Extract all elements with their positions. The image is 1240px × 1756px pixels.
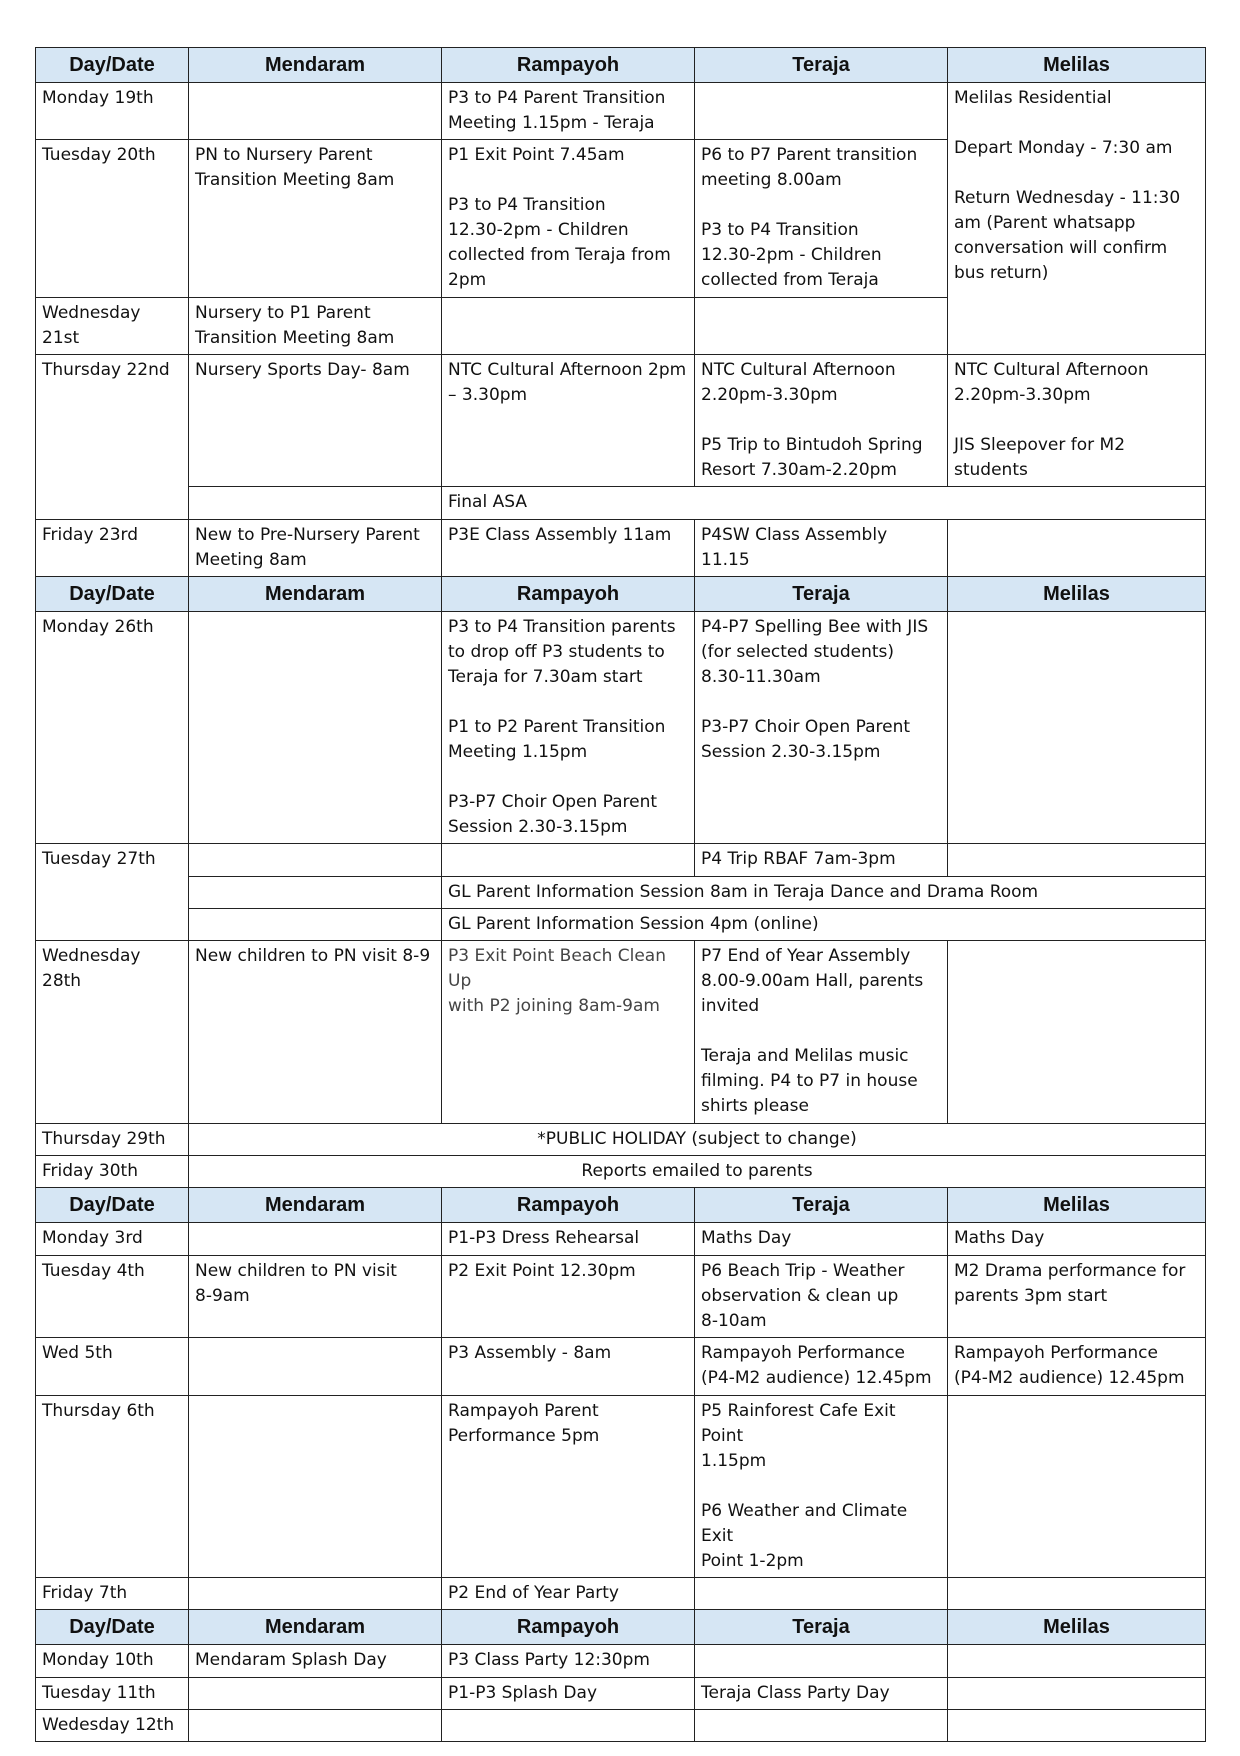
cell-text: Session 2.30-3.15pm: [448, 817, 628, 837]
cell-text: [954, 1581, 1199, 1606]
table-cell: [189, 1396, 442, 1578]
table-cell: [948, 520, 1206, 577]
cell-text: Thursday 22nd: [42, 360, 170, 380]
column-header-mendaram: Mendaram: [189, 48, 442, 83]
table-cell: [36, 355, 189, 520]
cell-text: meeting 8.00am: [701, 170, 842, 190]
cell-text: P2 Exit Point 12.30pm: [448, 1261, 636, 1281]
table-cell: [442, 1223, 695, 1256]
cell-text: [195, 490, 435, 515]
cell-text: 2pm: [448, 270, 487, 290]
table-cell: [948, 1645, 1206, 1678]
cell-text: shirts please: [701, 1096, 809, 1116]
cell-text: P1-P3 Splash Day: [448, 1683, 597, 1703]
cell-text: [448, 168, 688, 193]
cell-text: bus return): [954, 263, 1049, 283]
cell-text: (P4-M2 audience) 12.45pm: [701, 1368, 932, 1388]
cell-text: [954, 1681, 1199, 1706]
cell-text: Nursery Sports Day- 8am: [195, 360, 410, 380]
cell-text: [701, 301, 941, 326]
column-header-day-date: Day/Date: [36, 1610, 189, 1645]
cell-text: [954, 408, 1199, 433]
cell-text: [195, 1399, 435, 1424]
table-cell: [442, 941, 695, 1124]
table-row: [36, 1124, 1206, 1156]
cell-text: Thursday 29th: [42, 1129, 166, 1149]
cell-text: New children to PN visit 8-9: [195, 946, 431, 966]
cell-text: 8.30-11.30am: [701, 667, 821, 687]
table-cell: [442, 1396, 695, 1578]
table-cell: [442, 909, 1206, 941]
table-cell: [948, 1396, 1206, 1578]
table-cell: [695, 1396, 948, 1578]
column-header-melilas: Melilas: [948, 48, 1206, 83]
table-cell: [948, 612, 1206, 844]
table-cell: [189, 1645, 442, 1678]
table-cell: [189, 1710, 442, 1742]
table-cell: [189, 1124, 1206, 1156]
cell-text: 8.00-9.00am Hall, parents: [701, 971, 924, 991]
cell-text: P3 Exit Point Beach Clean Up: [448, 946, 666, 991]
table-cell: [36, 1124, 189, 1156]
cell-text: [954, 615, 1199, 640]
column-header-teraja: Teraja: [695, 577, 948, 612]
column-header-day-date: Day/Date: [36, 48, 189, 83]
table-row: [36, 1710, 1206, 1742]
table-cell: [695, 941, 948, 1124]
table-row: [36, 1156, 1206, 1188]
table-cell: [36, 1678, 189, 1710]
table-cell: [189, 1578, 442, 1610]
table-row: [36, 520, 1206, 577]
table-cell: [36, 1338, 189, 1396]
cell-text: collected from Teraja: [701, 270, 879, 290]
cell-text: P3 to P4 Transition: [701, 220, 859, 240]
cell-text: P1 Exit Point 7.45am: [448, 145, 625, 165]
cell-text: NTC Cultural Afternoon 2pm: [448, 360, 687, 380]
cell-text: Final ASA: [448, 492, 527, 512]
cell-text: PN to Nursery Parent: [195, 145, 373, 165]
cell-text: [448, 1713, 688, 1738]
cell-text: M2 Drama performance for: [954, 1261, 1186, 1281]
cell-text: P4SW Class Assembly 11.15: [701, 525, 888, 570]
table-row: [36, 1256, 1206, 1338]
table-cell: [36, 1396, 189, 1578]
cell-text: 12.30-2pm - Children: [448, 220, 629, 240]
cell-text: [701, 193, 941, 218]
cell-text: (for selected students): [701, 642, 895, 662]
column-header-mendaram: Mendaram: [189, 1188, 442, 1223]
schedule-body: [36, 48, 1206, 1742]
table-cell: [189, 941, 442, 1124]
cell-text: conversation will confirm: [954, 238, 1168, 258]
cell-text: (P4-M2 audience) 12.45pm: [954, 1368, 1185, 1388]
cell-text: Teraja Class Party Day: [701, 1683, 890, 1703]
cell-text: Friday 30th: [42, 1161, 138, 1181]
table-row: [36, 487, 1206, 520]
cell-text: [954, 944, 1199, 969]
table-cell: [36, 844, 189, 941]
table-cell: [189, 1223, 442, 1256]
cell-text: [195, 1226, 435, 1251]
cell-text: Monday 10th: [42, 1650, 154, 1670]
table-row: [36, 1396, 1206, 1578]
cell-text: Meeting 1.15pm: [448, 742, 588, 762]
table-row: [36, 909, 1206, 941]
table-cell: [189, 83, 442, 140]
cell-text: Monday 19th: [42, 88, 154, 108]
cell-text: [448, 765, 688, 790]
cell-text: [195, 86, 435, 111]
cell-text: P6 to P7 Parent transition: [701, 145, 918, 165]
table-cell: [442, 877, 1206, 909]
table-row: [36, 877, 1206, 909]
header-row: [36, 1188, 1206, 1223]
cell-text: – 3.30pm: [448, 385, 528, 405]
table-row: [36, 355, 1206, 487]
cell-text: NTC Cultural Afternoon: [954, 360, 1149, 380]
table-cell: [36, 140, 189, 298]
cell-text: P5 Rainforest Cafe Exit Point: [701, 1401, 896, 1446]
cell-text: Tuesday 27th: [42, 849, 156, 869]
cell-text: Wednesday 21st: [42, 303, 141, 348]
cell-text: [701, 1581, 941, 1606]
cell-text: [954, 523, 1199, 548]
column-header-day-date: Day/Date: [36, 577, 189, 612]
table-cell: [695, 140, 948, 298]
column-header-rampayoh: Rampayoh: [442, 48, 695, 83]
cell-text: [954, 1648, 1199, 1673]
cell-text: Teraja for 7.30am start: [448, 667, 643, 687]
cell-text: [195, 880, 435, 905]
table-cell: [36, 1256, 189, 1338]
cell-text: 2.20pm-3.30pm: [954, 385, 1091, 405]
column-header-teraja: Teraja: [695, 48, 948, 83]
cell-text: Session 2.30-3.15pm: [701, 742, 881, 762]
cell-text: Wed 5th: [42, 1343, 113, 1363]
table-cell: [948, 1338, 1206, 1396]
cell-text: [448, 301, 688, 326]
table-cell: [948, 844, 1206, 877]
table-row: [36, 941, 1206, 1124]
table-row: [36, 1338, 1206, 1396]
cell-text: Wedesday 12th: [42, 1715, 175, 1735]
cell-text: Tuesday 11th: [42, 1683, 156, 1703]
cell-text: Rampayoh Parent: [448, 1401, 599, 1421]
cell-text: Meeting 1.15pm - Teraja: [448, 113, 655, 133]
cell-text: P2 End of Year Party: [448, 1583, 619, 1603]
table-cell: [695, 1256, 948, 1338]
table-cell: [189, 298, 442, 355]
cell-text: Monday 3rd: [42, 1228, 143, 1248]
table-cell: [36, 612, 189, 844]
table-cell: [442, 1338, 695, 1396]
table-cell: [442, 844, 695, 877]
cell-text: parents 3pm start: [954, 1286, 1108, 1306]
column-header-melilas: Melilas: [948, 577, 1206, 612]
table-cell: [442, 1710, 695, 1742]
cell-text: Resort 7.30am-2.20pm: [701, 460, 897, 480]
cell-text: P3 to P4 Parent Transition: [448, 88, 666, 108]
cell-text: P3 to P4 Transition: [448, 195, 606, 215]
column-header-rampayoh: Rampayoh: [442, 1188, 695, 1223]
table-cell: [189, 487, 442, 520]
cell-text: P4-P7 Spelling Bee with JIS: [701, 617, 929, 637]
table-row: [36, 844, 1206, 877]
cell-text: [954, 161, 1199, 186]
table-cell: [36, 298, 189, 355]
table-cell: [36, 520, 189, 577]
cell-text: New children to PN visit: [195, 1261, 397, 1281]
cell-text: Mendaram Splash Day: [195, 1650, 387, 1670]
cell-text: [195, 1341, 435, 1366]
cell-text: Rampayoh Performance: [701, 1343, 905, 1363]
cell-text: collected from Teraja from: [448, 245, 671, 265]
cell-text: P3 Assembly - 8am: [448, 1343, 612, 1363]
cell-text: P1 to P2 Parent Transition: [448, 717, 666, 737]
table-cell: [189, 909, 442, 941]
cell-text: 2.20pm-3.30pm: [701, 385, 838, 405]
cell-text: P1-P3 Dress Rehearsal: [448, 1228, 640, 1248]
table-row: [36, 612, 1206, 844]
table-cell: [948, 1710, 1206, 1742]
cell-text: [701, 1019, 941, 1044]
table-cell: [189, 355, 442, 487]
table-cell: [948, 355, 1206, 487]
cell-text: Depart Monday - 7:30 am: [954, 138, 1173, 158]
cell-text: Rampayoh Performance: [954, 1343, 1158, 1363]
table-cell: [948, 83, 1206, 355]
cell-text: GL Parent Information Session 4pm (online): [448, 914, 819, 934]
cell-text: P6 Beach Trip - Weather: [701, 1261, 905, 1281]
cell-text: Friday 23rd: [42, 525, 139, 545]
table-row: [36, 1578, 1206, 1610]
cell-text: Tuesday 4th: [42, 1261, 145, 1281]
column-header-rampayoh: Rampayoh: [442, 577, 695, 612]
column-header-teraja: Teraja: [695, 1610, 948, 1645]
cell-text: 1.15pm: [701, 1451, 767, 1471]
cell-text: Point 1-2pm: [701, 1551, 804, 1571]
column-header-melilas: Melilas: [948, 1610, 1206, 1645]
table-cell: [695, 1645, 948, 1678]
table-cell: [948, 1678, 1206, 1710]
cell-text: [195, 1581, 435, 1606]
cell-text: P6 Weather and Climate Exit: [701, 1501, 908, 1546]
cell-text: [195, 1713, 435, 1738]
table-cell: [189, 1678, 442, 1710]
cell-text: [701, 1713, 941, 1738]
header-row: [36, 577, 1206, 612]
cell-text: Teraja and Melilas music: [701, 1046, 909, 1066]
table-cell: [695, 355, 948, 487]
cell-text: Meeting 8am: [195, 550, 307, 570]
table-cell: [695, 1338, 948, 1396]
table-cell: [442, 612, 695, 844]
cell-text: Reports emailed to parents: [581, 1161, 813, 1181]
cell-text: am (Parent whatsapp: [954, 213, 1136, 233]
table-cell: [948, 1578, 1206, 1610]
table-cell: [442, 355, 695, 487]
cell-text: [701, 690, 941, 715]
table-cell: [442, 83, 695, 140]
cell-text: [195, 1681, 435, 1706]
table-cell: [442, 298, 695, 355]
cell-text: Performance 5pm: [448, 1426, 600, 1446]
cell-text: JIS Sleepover for M2: [954, 435, 1126, 455]
cell-text: Tuesday 20th: [42, 145, 156, 165]
cell-text: P3 Class Party 12:30pm: [448, 1650, 650, 1670]
cell-text: Return Wednesday - 11:30: [954, 188, 1181, 208]
table-cell: [442, 140, 695, 298]
cell-text: to drop off P3 students to: [448, 642, 665, 662]
table-cell: [36, 1223, 189, 1256]
cell-text: Transition Meeting 8am: [195, 170, 395, 190]
cell-text: P7 End of Year Assembly: [701, 946, 911, 966]
cell-text: Maths Day: [954, 1228, 1045, 1248]
cell-text: 8-10am: [701, 1311, 767, 1331]
table-cell: [36, 941, 189, 1124]
schedule-table: [35, 47, 1206, 1742]
column-header-rampayoh: Rampayoh: [442, 1610, 695, 1645]
cell-text: *PUBLIC HOLIDAY (subject to change): [537, 1129, 857, 1149]
table-cell: [36, 83, 189, 140]
table-cell: [695, 520, 948, 577]
table-cell: [695, 1223, 948, 1256]
table-cell: [695, 1678, 948, 1710]
cell-text: 8-9am: [195, 1286, 250, 1306]
table-cell: [948, 1256, 1206, 1338]
table-cell: [695, 612, 948, 844]
table-cell: [189, 612, 442, 844]
table-row: [36, 1645, 1206, 1678]
table-cell: [442, 1645, 695, 1678]
cell-text: observation & clean up: [701, 1286, 899, 1306]
cell-text: New to Pre-Nursery Parent: [195, 525, 420, 545]
cell-text: [701, 1474, 941, 1499]
table-cell: [189, 1338, 442, 1396]
cell-text: GL Parent Information Session 8am in Teraja Dance and Drama Room: [448, 882, 1039, 902]
table-cell: [695, 83, 948, 140]
table-cell: [36, 1578, 189, 1610]
table-cell: [442, 1578, 695, 1610]
table-cell: [442, 1256, 695, 1338]
table-cell: [189, 140, 442, 298]
column-header-teraja: Teraja: [695, 1188, 948, 1223]
cell-text: filming. P4 to P7 in house: [701, 1071, 918, 1091]
cell-text: P3-P7 Choir Open Parent: [448, 792, 658, 812]
cell-text: invited: [701, 996, 760, 1016]
cell-text: students: [954, 460, 1028, 480]
cell-text: with P2 joining 8am-9am: [448, 996, 660, 1016]
cell-text: P5 Trip to Bintudoh Spring: [701, 435, 923, 455]
table-cell: [695, 298, 948, 355]
column-header-day-date: Day/Date: [36, 1188, 189, 1223]
cell-text: [448, 847, 688, 872]
cell-text: [954, 1399, 1199, 1424]
cell-text: P4 Trip RBAF 7am-3pm: [701, 849, 896, 869]
cell-text: Thursday 6th: [42, 1401, 155, 1421]
cell-text: Transition Meeting 8am: [195, 328, 395, 348]
cell-text: [701, 86, 941, 111]
cell-text: [701, 408, 941, 433]
table-cell: [442, 1678, 695, 1710]
table-cell: [36, 1156, 189, 1188]
cell-text: [448, 690, 688, 715]
table-cell: [695, 1578, 948, 1610]
cell-text: [195, 847, 435, 872]
header-row: [36, 48, 1206, 83]
cell-text: Monday 26th: [42, 617, 154, 637]
cell-text: [954, 847, 1199, 872]
header-row: [36, 1610, 1206, 1645]
table-cell: [442, 487, 1206, 520]
cell-text: [954, 1713, 1199, 1738]
column-header-mendaram: Mendaram: [189, 577, 442, 612]
table-cell: [189, 520, 442, 577]
cell-text: [195, 912, 435, 937]
table-cell: [695, 844, 948, 877]
cell-text: [701, 1648, 941, 1673]
cell-text: NTC Cultural Afternoon: [701, 360, 896, 380]
cell-text: P3-P7 Choir Open Parent: [701, 717, 911, 737]
column-header-melilas: Melilas: [948, 1188, 1206, 1223]
table-cell: [948, 941, 1206, 1124]
cell-text: Nursery to P1 Parent: [195, 303, 371, 323]
cell-text: [195, 615, 435, 640]
cell-text: Wednesday 28th: [42, 946, 141, 991]
table-cell: [189, 1256, 442, 1338]
cell-text: Maths Day: [701, 1228, 792, 1248]
table-cell: [189, 844, 442, 877]
table-row: [36, 1223, 1206, 1256]
table-row: [36, 1678, 1206, 1710]
cell-text: 12.30-2pm - Children: [701, 245, 882, 265]
table-cell: [36, 1710, 189, 1742]
table-cell: [948, 1223, 1206, 1256]
table-cell: [189, 1156, 1206, 1188]
cell-text: Melilas Residential: [954, 88, 1112, 108]
cell-text: [954, 111, 1199, 136]
table-row: [36, 83, 1206, 140]
table-cell: [695, 1710, 948, 1742]
cell-text: P3E Class Assembly 11am: [448, 525, 672, 545]
table-cell: [442, 520, 695, 577]
cell-text: Friday 7th: [42, 1583, 128, 1603]
table-cell: [189, 877, 442, 909]
cell-text: P3 to P4 Transition parents: [448, 617, 676, 637]
table-cell: [36, 1645, 189, 1678]
column-header-mendaram: Mendaram: [189, 1610, 442, 1645]
